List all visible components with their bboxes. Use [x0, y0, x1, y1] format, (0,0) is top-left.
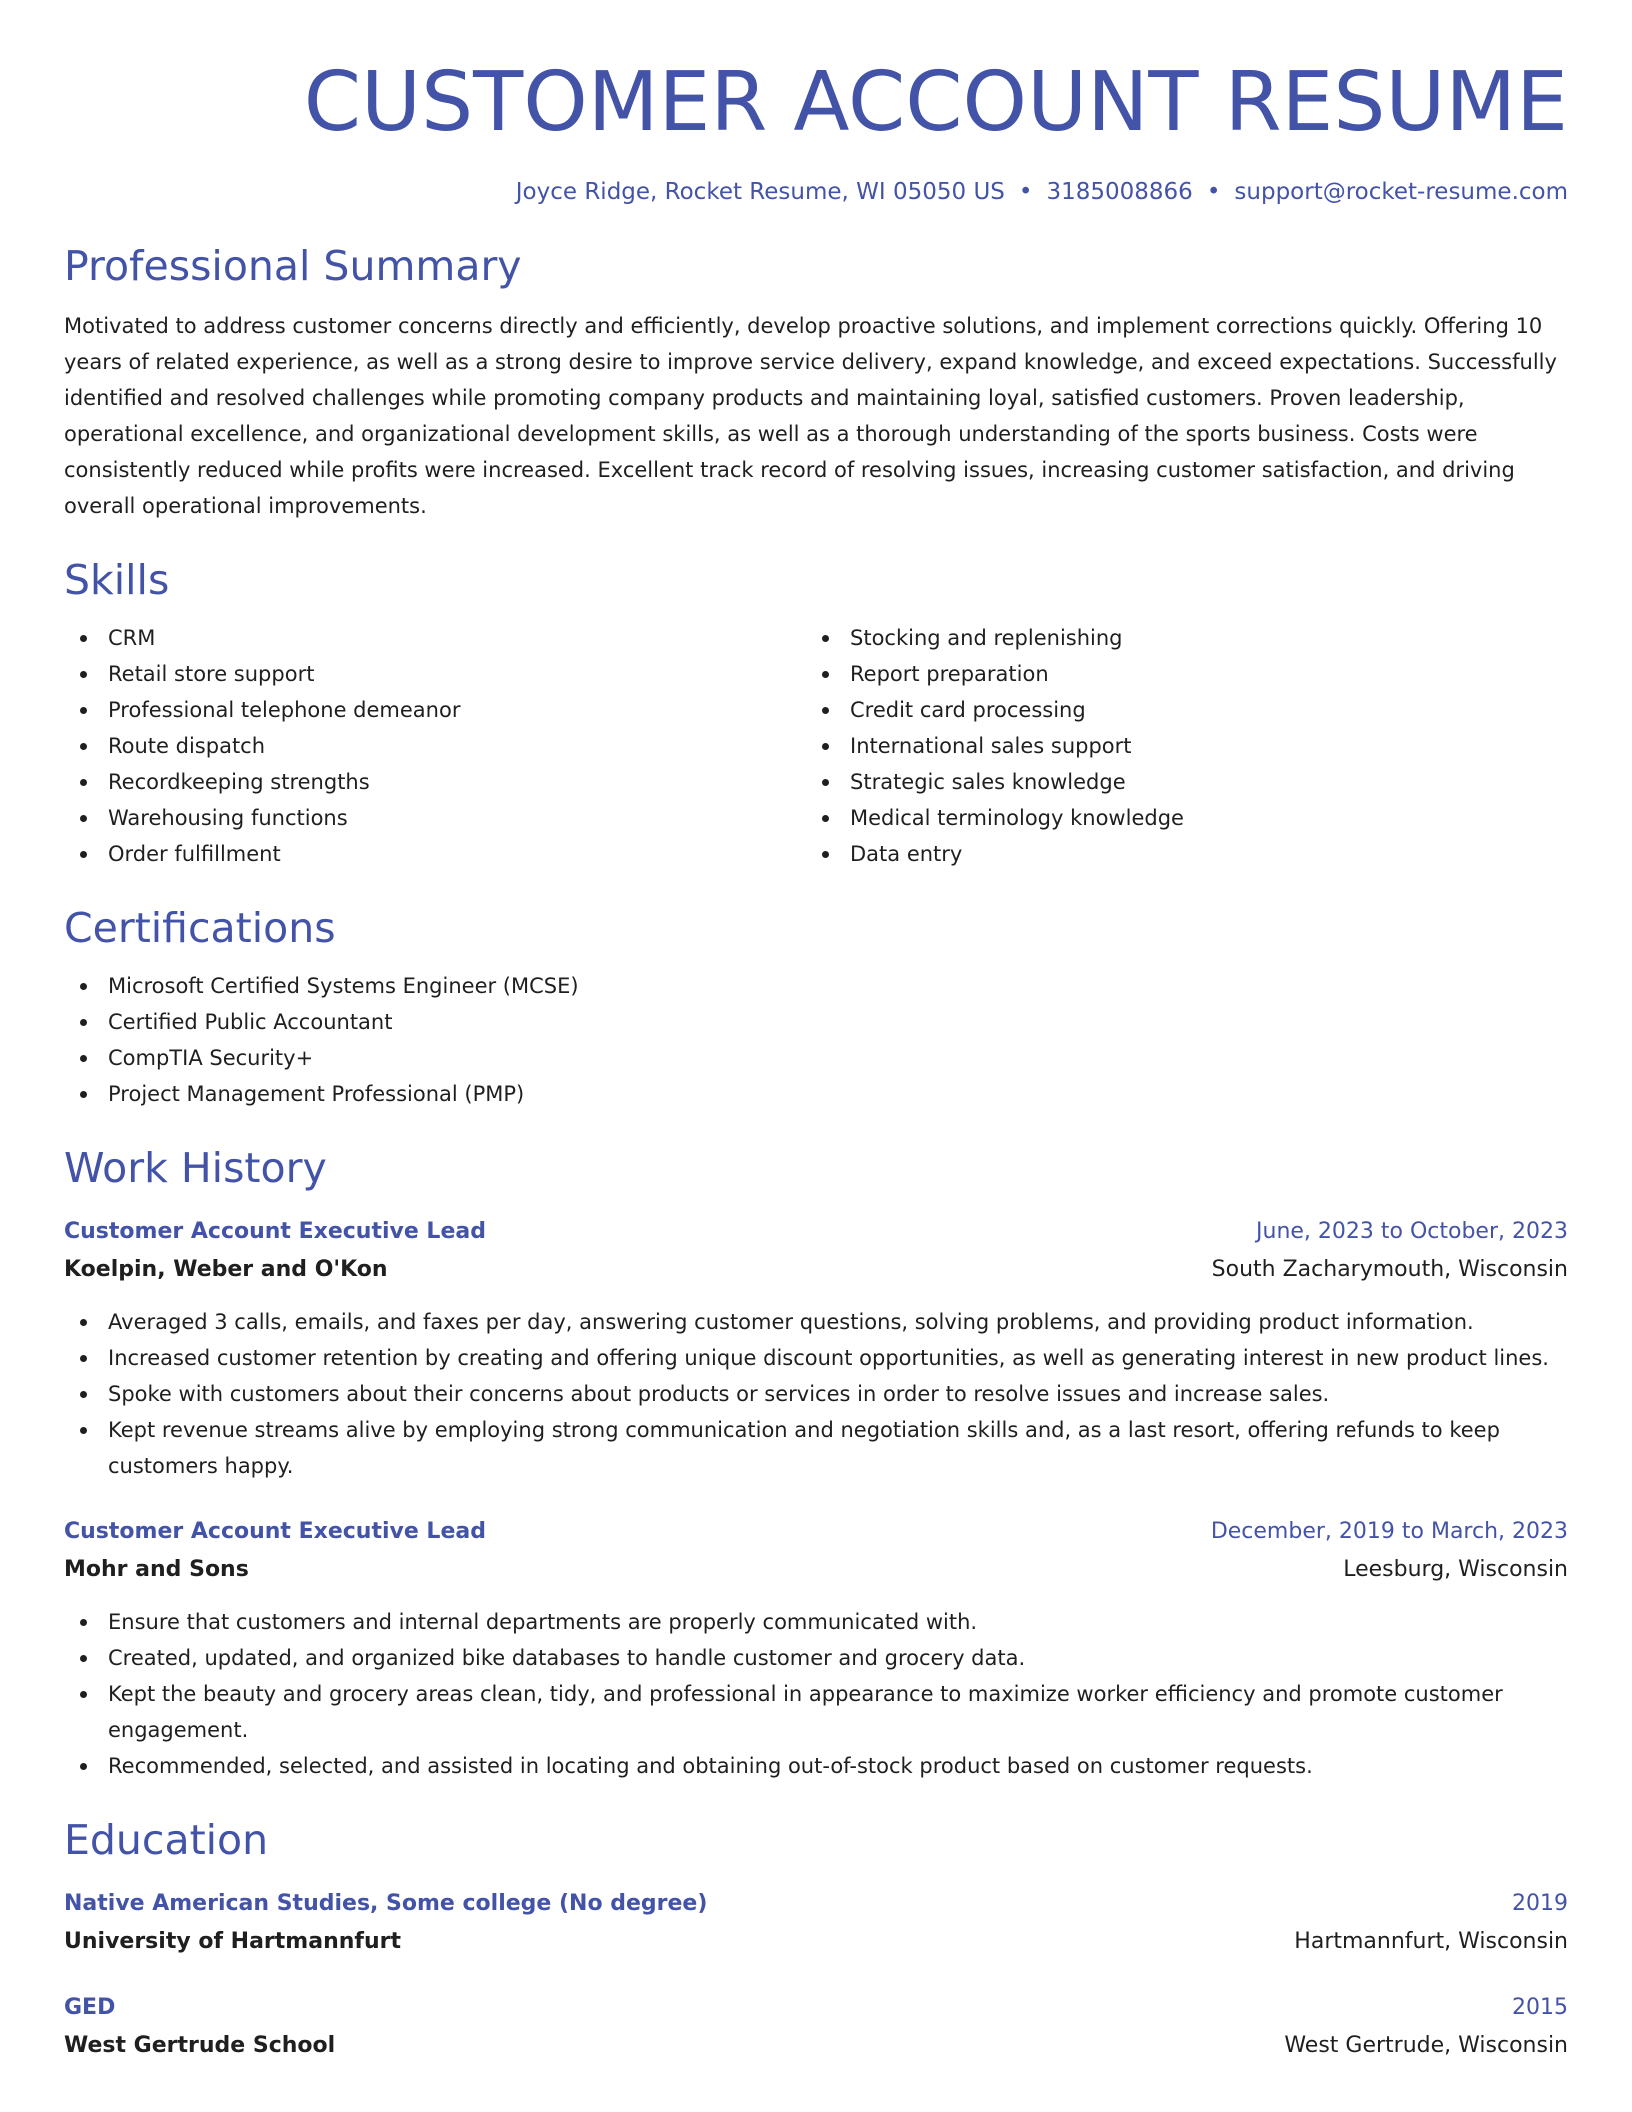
education-location: West Gertrude, Wisconsin: [1284, 2033, 1568, 2058]
job-title-row: [64, 1214, 1568, 1250]
certifications-heading: Certifications: [64, 904, 336, 952]
skill-item: Credit card processing: [806, 692, 1548, 728]
skills-column-right: [806, 620, 1548, 872]
summary-heading: Professional Summary: [64, 242, 522, 290]
skill-item: Warehousing functions: [64, 800, 806, 836]
skill-item: Professional telephone demeanor: [64, 692, 806, 728]
skill-item: Order fulfillment: [64, 836, 806, 872]
certification-item: Microsoft Certified Systems Engineer (MCSE): [64, 968, 1568, 1004]
skills-heading: Skills: [64, 556, 170, 604]
summary-text: Motivated to address customer concerns directly and efficiently, develop proactive solutions, and implement corrections quickly. Offering 10 years of related experience, as well as a strong desire to improve service delivery, expand knowledge, and exceed expectations. Successfully identified and resolved challenges while promoting company products and maintaining loyal, satisfied customers. Proven leadership, operational excellence, and organizational development skills, as well as a thorough understanding of the sports business. Costs were consistently reduced while profits were increased. Excellent track record of resolving issues, increasing customer satisfaction, and driving overall operational improvements.: [64, 314, 1557, 518]
education-school-row: [64, 1922, 1568, 1962]
skill-item: International sales support: [806, 728, 1548, 764]
skill-item: Stocking and replenishing: [806, 620, 1548, 656]
certification-item: CompTIA Security+: [64, 1040, 1568, 1076]
education-degree-row: [64, 1990, 1568, 2026]
certifications-list: [64, 968, 1568, 1112]
work-history-heading: Work History: [64, 1144, 327, 1192]
work-history-section: [64, 1140, 1568, 1784]
job-company: Mohr and Sons: [64, 1557, 249, 1582]
education-degree: GED: [64, 1995, 116, 2020]
job-bullet: Recommended, selected, and assisted in locating and obtaining out-of-stock product based on customer requests.: [64, 1748, 1568, 1784]
job-bullets: [64, 1604, 1568, 1784]
certification-item: Certified Public Accountant: [64, 1004, 1568, 1040]
skill-item: Retail store support: [64, 656, 806, 692]
skills-column-left: [64, 620, 806, 872]
skills-list-left: [64, 620, 806, 872]
education-school: University of Hartmannfurt: [64, 1929, 401, 1954]
skill-item: Strategic sales knowledge: [806, 764, 1548, 800]
job-bullet: Averaged 3 calls, emails, and faxes per day, answering customer questions, solving problems, and providing product information.: [64, 1304, 1568, 1340]
job-location: South Zacharymouth, Wisconsin: [1211, 1257, 1568, 1282]
education-school-row: [64, 2026, 1568, 2066]
job-bullet: Increased customer retention by creating and offering unique discount opportunities, as well as generating interest in new product lines.: [64, 1340, 1568, 1376]
education-entry: [64, 1886, 1568, 1962]
education-year: 2015: [1512, 1995, 1568, 2020]
contact-email[interactable]: support@rocket-resume.com: [1234, 179, 1568, 205]
certification-item: Project Management Professional (PMP): [64, 1076, 1568, 1112]
job-company: Koelpin, Weber and O'Kon: [64, 1257, 388, 1282]
job-bullet: Ensure that customers and internal departments are properly communicated with.: [64, 1604, 1568, 1640]
contact-phone: 3185008866: [1046, 179, 1193, 205]
job-entry: [64, 1214, 1568, 1484]
education-degree-row: [64, 1886, 1568, 1922]
skills-section: [64, 552, 1568, 872]
job-dates: June, 2023 to October, 2023: [1256, 1219, 1568, 1244]
job-company-row: [64, 1250, 1568, 1290]
skill-item: Medical terminology knowledge: [806, 800, 1548, 836]
job-entry: [64, 1514, 1568, 1784]
contact-line: [64, 176, 1568, 208]
job-bullet: Spoke with customers about their concerns about products or services in order to resolve issues and increase sales.: [64, 1376, 1568, 1412]
education-location: Hartmannfurt, Wisconsin: [1294, 1929, 1568, 1954]
skill-item: Recordkeeping strengths: [64, 764, 806, 800]
education-entry: [64, 1990, 1568, 2066]
job-location: Leesburg, Wisconsin: [1343, 1557, 1568, 1582]
job-company-row: [64, 1550, 1568, 1590]
skills-columns: [64, 620, 1568, 872]
job-bullet: Kept revenue streams alive by employing strong communication and negotiation skills and, as a last resort, offering refunds to keep customers happy.: [64, 1412, 1568, 1484]
skill-item: Route dispatch: [64, 728, 806, 764]
certifications-section: [64, 900, 1568, 1112]
education-degree: Native American Studies, Some college (No degree): [64, 1891, 708, 1916]
skill-item: Report preparation: [806, 656, 1548, 692]
job-dates: December, 2019 to March, 2023: [1210, 1519, 1568, 1544]
job-title: Customer Account Executive Lead: [64, 1519, 486, 1544]
job-bullet: Created, updated, and organized bike databases to handle customer and grocery data.: [64, 1640, 1568, 1676]
skills-list-right: [806, 620, 1548, 872]
skill-item: CRM: [64, 620, 806, 656]
resume-header: [64, 48, 1568, 208]
job-bullet: Kept the beauty and grocery areas clean, tidy, and professional in appearance to maximize worker efficiency and promote customer engagement.: [64, 1676, 1568, 1748]
education-year: 2019: [1512, 1891, 1568, 1916]
job-bullets: [64, 1304, 1568, 1484]
job-title-row: [64, 1514, 1568, 1550]
contact-separator: •: [1206, 179, 1221, 205]
education-section: [64, 1812, 1568, 2066]
education-heading: Education: [64, 1816, 269, 1864]
job-title: Customer Account Executive Lead: [64, 1219, 486, 1244]
skill-item: Data entry: [806, 836, 1548, 872]
resume-title: CUSTOMER ACCOUNT RESUME: [303, 55, 1568, 150]
education-school: West Gertrude School: [64, 2033, 336, 2058]
contact-address: Joyce Ridge, Rocket Resume, WI 05050 US: [515, 179, 1005, 205]
contact-separator: •: [1018, 179, 1033, 205]
